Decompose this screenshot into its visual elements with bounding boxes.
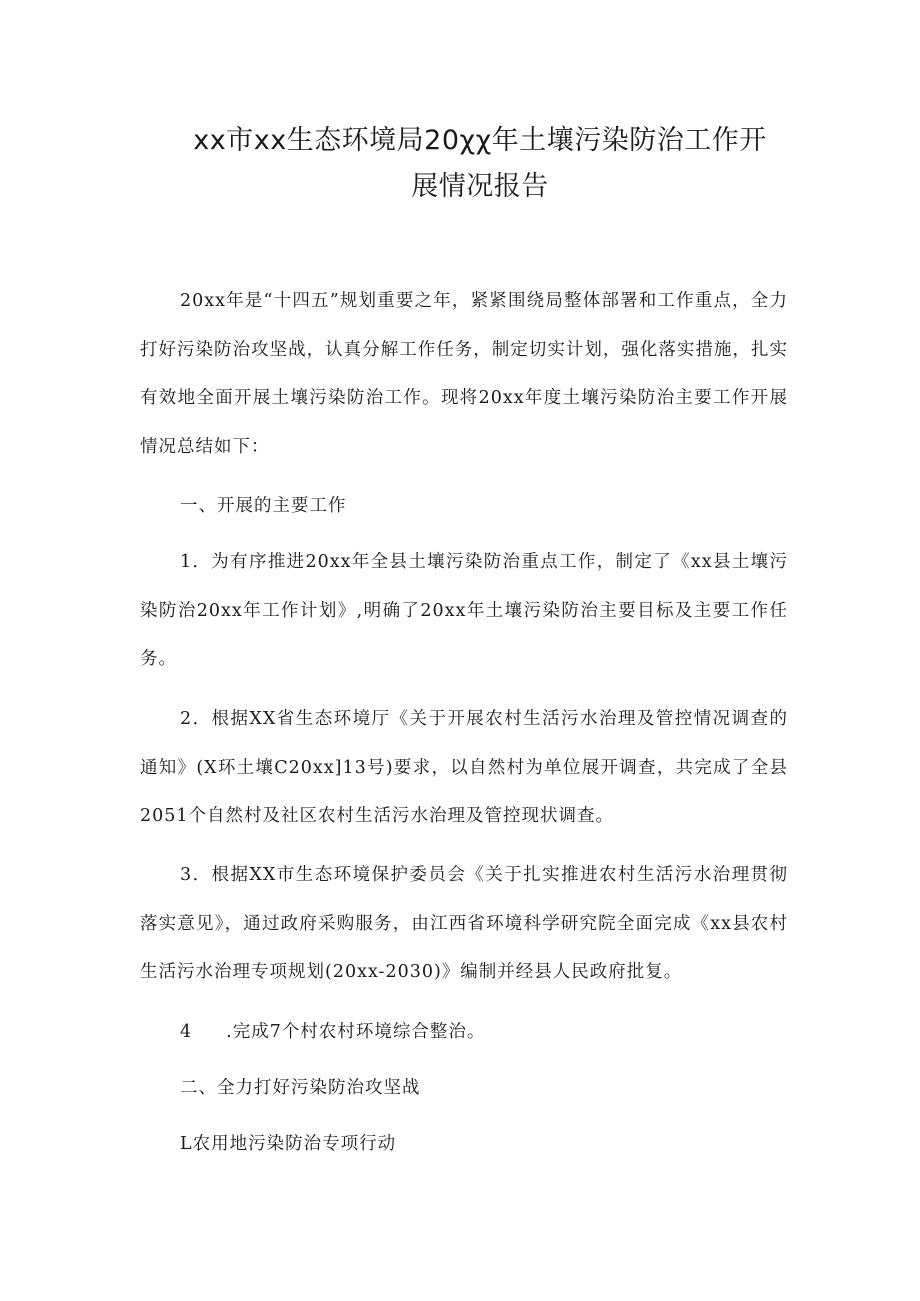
section-2-heading: 二、全力打好污染防治攻坚战 [180, 1078, 421, 1098]
item-4-text: .完成7个村农村环境综合整治。 [226, 1022, 486, 1042]
item-4-number: 4 [180, 1022, 193, 1042]
subsection-1-heading: L农用地污染防治专项行动 [180, 1134, 397, 1154]
intro-paragraph: 20xx年是“十四五”规划重要之年，紧紧围绕局整体部署和工作重点，全力打好污染防治攻坚战，认真分解工作任务，制定切实计划，强化落实措施，扎实有效地全面开展土壤污染防治工作。现将20xx年度土壤污染防治主要工作开展情况总结如下： [140, 291, 788, 457]
document-title [140, 118, 820, 210]
item-1-paragraph: 1．为有序推进20xx年全县土壤污染防治重点工作，制定了《xx县土壤污染防治20xx年工作计划》,明确了20xx年土壤污染防治主要目标及主要工作任务。 [140, 552, 788, 669]
item-2-paragraph: 2．根据XX省生态环境厅《关于开展农村生活污水治理及管控情况调查的通知》(X环土壤C20xx]13号)要求，以自然村为单位展开调查，共完成了全县2051个自然村及社区农村生活污水治理及管控现状调查。 [140, 709, 788, 826]
item-4-paragraph [140, 1008, 788, 1057]
section-1-heading: 一、开展的主要工作 [180, 496, 347, 516]
item-3-paragraph: 3．根据XX市生态环境保护委员会《关于扎实推进农村生活污水治理贯彻落实意见》，通过政府采购服务，由江西省环境科学研究院全面完成《xx县农村生活污水治理专项规划(20xx-2030)》编制并经县人民政府批复。 [140, 865, 788, 982]
title-line-2: 展情况报告 [411, 171, 549, 202]
title-line-1: xx市xx生态环境局20χχ年土壤污染防治工作开 [193, 125, 767, 156]
